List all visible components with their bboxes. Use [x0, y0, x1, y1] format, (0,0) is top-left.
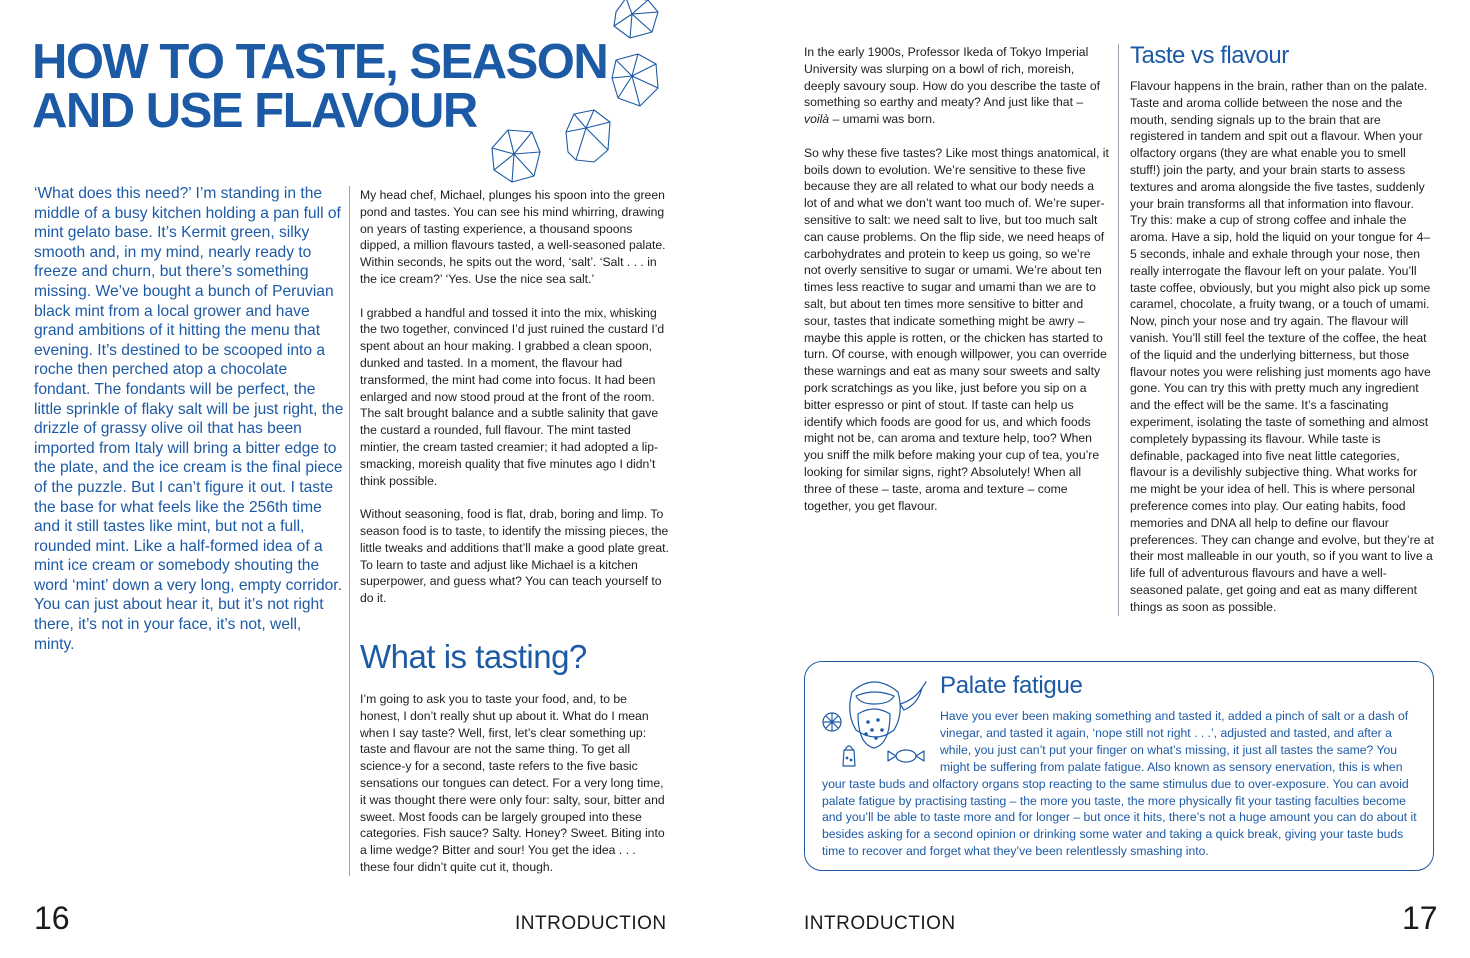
palate-fatigue-heading: Palate fatigue	[940, 672, 1083, 699]
body-paragraph: I grabbed a handful and tossed it into the mix, whisking the two together, convinced I’d just ruined the custard I’d spent about an hour making. I grabbed a clean spoon, dunked and tasted. In a moment, the flavour had transformed, the mint had come into focus. It had been enlarged and now stood proud at the front of the room. The salt brought balance and a subtle salinity that gave the custard a rounded, full flavour. The mint tasted mintier, the cream tasted creamier; it had adopted a lip-smacking, moreish quality that five minutes ago I didn’t think possible.	[360, 305, 665, 488]
sidebar-paragraph: Flavour happens in the brain, rather than on the palate. Taste and aroma collide between the nose and the mouth, sending signals up to the brain that are registered in tandem and spit out a flavour. When your olfactory organs (they are what enable you to smell stuff!) join the party, and your brain starts to assess textures and aroma alongside the five tastes, suddenly your brain transforms all that information into flavour. Try this: make a cup of strong coffee and inhale the aroma. Have a sip, hold the liquid on your tongue for 4–5 seconds, inhale and exhale through your nose, then really interrogate the flavour left on your palate. You’ll taste coffee, obviously, but you might also pick up some caramel, chocolate, a fruity twang, or a touch of umami. Now, pinch your nose and try again. The flavour will vanish. You’ll still feel the texture of the coffee, the heat of the liquid and the underlying bitterness, but those flavour notes you were relishing just moments ago have gone. You can try this with pretty much any ingredient and the effect will be the same. It’s a fascinating experiment, isolating the taste of something and almost completely bypassing its flavour. While taste is definable, packaged into five neat little categories, flavour is a devilishly subjective thing. What works for me might be your idea of hell. This is where personal preference comes into play. Our eating habits, food memories and DNA all help to define our flavour preferences. They can change and evolve, but they’re at their most malleable in our youth, so if you want to live a life full of adventurous flavours and have a well-seasoned palate, get going and eat as many different things as soon as possible.	[1130, 79, 1434, 614]
body-paragraph: My head chef, Michael, plunges his spoon into the green pond and tastes. You can see his mind whirring, drawing on years of tasting experience, a thousand spoons dipped, a million flavours tasted, a well-seasoned palate. Within seconds, he spits out the word, ‘salt’. ‘Salt . . . in the ice cream?’ ‘Yes. Use the nice sea salt.’	[360, 188, 666, 286]
page-number-right: 17	[1402, 900, 1438, 936]
crystal-icon	[488, 126, 544, 184]
crystal-illustrations	[480, 0, 680, 190]
title-line-2: AND USE FLAVOUR	[32, 84, 477, 138]
body-paragraph: Without seasoning, food is flat, drab, boring and limp. To season food is to taste, to identify the missing pieces, the little tweaks and additions that’ll make a good plate great. To learn to taste and adjust like Michael is a kitchen superpower, and guess what? You can teach yourself to do it.	[360, 507, 669, 606]
column-divider	[1118, 44, 1119, 616]
crystal-icon	[610, 52, 660, 108]
running-head-right: INTRODUCTION	[804, 913, 956, 934]
body-paragraph: In the early 1900s, Professor Ikeda of Tokyo Imperial University was slurping on a bowl of rich, moreish, deeply savoury soup. How do you describe the taste of something so earthy and meaty? And just like that – voilà – umami was born.	[804, 45, 1101, 127]
body-paragraph: So why these five tastes? Like most things anatomical, it boils down to evolution. We’re sensitive to these five because they are all related to what our body needs a lot of and what we don’t want too much of. We’re super-sensitive to salt: we need salt to live, but too much salt can cause problems. On the flip side, we need heaps of carbohydrates and protein to keep us going, so we’re not overly sensitive to sugar or umami. We’re about ten times less reactive to sugar and umami than we are to salt, but about ten times more sensitive to bitter and sour, tastes that indicate something might be awry – maybe this apple is rotten, or the chicken has started to turn. Of course, with enough willpower, you can override these warnings and eat as many sour sweets and salty pork scratchings as you like, just before you sip on a bitter espresso or pint of stout. If taste can help us identify which foods are good for us, and which foods might not be, can aroma and texture help, too? When you sniff the milk before making your cup of tea, you’re looking for similar signs, right? Absolutely! When all three of these – taste, aroma and texture – come together, you get flavour.	[804, 145, 1109, 513]
intro-paragraph: ‘What does this need?’ I’m standing in the middle of a busy kitchen holding a pan full of mint gelato base. It’s Kermit green, silky smooth and, in my mind, nearly ready to freeze and churn, but there’s something missing. We’ve bought a bunch of Peruvian black mint from a local grower and have grand ambitions of it hitting the menu that evening. It’s destined to be scooped into a roche then perched atop a chocolate fondant. The fondants will be perfect, the little sprinkle of flaky salt will be just right, the drizzle of grassy olive oil that has been imported from Italy will bring a bitter edge to the plate, and the ice cream is the final piece of the puzzle. But I can’t figure it out. I taste the base for what feels like the 256th time and it still tastes like mint, but not a full, rounded mint. Like a half-formed idea of a mint ice cream or somebody shouting the word ‘mint’ down a very long, empty corridor. You can just about hear it, but it’s not right there, it’s not in your face, it’s not, well, minty.	[34, 185, 344, 653]
left-page-body-column-2	[360, 691, 668, 893]
taste-vs-flavour-text	[1130, 78, 1434, 632]
running-head-left: INTRODUCTION	[515, 913, 667, 934]
column-divider	[349, 186, 350, 876]
page-number-left: 16	[34, 900, 70, 936]
title-line-1: HOW TO TASTE, SEASON	[32, 35, 608, 89]
crystal-icon	[612, 0, 662, 40]
crystal-icon	[564, 108, 612, 164]
subheading-what-is-tasting: What is tasting?	[360, 638, 587, 675]
sidebar-heading: Taste vs flavour	[1130, 42, 1289, 69]
right-page-body-column	[804, 44, 1110, 531]
chili-pepper-icon	[900, 682, 926, 710]
palate-fatigue-text: Have you ever been making something and tasted it, added a pinch of salt or a dash of vinegar, and tasted it again, ‘nope still not right . . .’, adjusted and tasted, and after a while, you just can’t put your finger on what’s missing, it just all tastes the same? You might be suffering from palate fatigue. Also known as sensory enervation, this is when your taste buds and olfactory organs stop reacting to the same stimulus due to over-exposure. You can avoid palate fatigue by practising tasting – the more you taste, the more physically fit your tasting faculties become and you’ll be able to taste more and for longer – but once it hits, there’s not a huge amount you can do about it besides asking for a second opinion or drinking some water and taking a quick break, giving your taste buds time to recover and forget what they’ve been relentlessly smashing into.	[822, 709, 1417, 859]
body-paragraph: I’m going to ask you to taste your food, and, to be honest, I don’t really shut up about it. What do I mean when I say taste? Well, first, let’s clear something up: taste and flavour are not the same thing. To get all science-y for a second, taste refers to the five basic sensations our tongues can detect. For a very long time, it was thought there were only four: salty, sour, bitter and sweet. Most foods can be largely grouped into these categories. Fish sauce? Salty. Honey? Sweet. Biting into a lime wedge? Bitter and sour! You get the idea . . . these four didn’t quite cut it, though.	[360, 692, 665, 874]
illustration-spacer	[822, 708, 940, 774]
left-page-body-column	[360, 187, 670, 624]
